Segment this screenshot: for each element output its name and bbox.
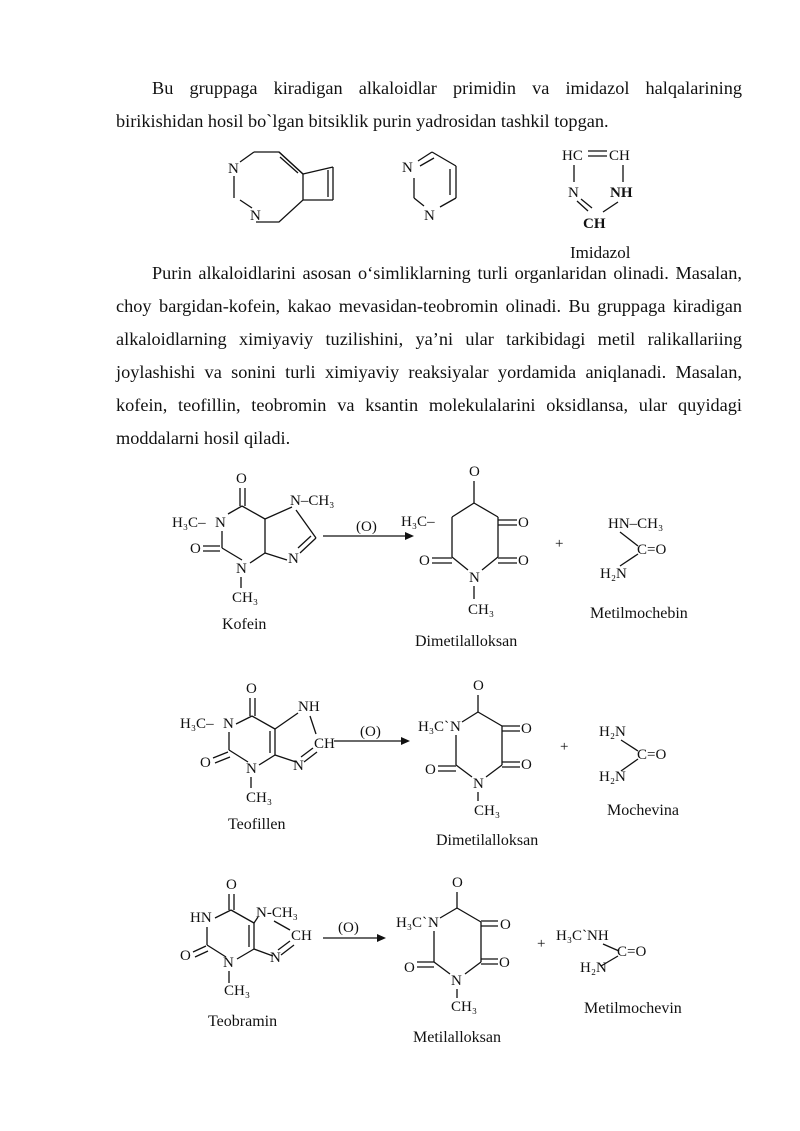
paragraph-purine-alkaloids: Purin alkaloidlarini asosan o‘simliklarning turli organlaridan olinadi. Masalan, choy bargidan-kofein, kakao mevasidan-teobromin olinadi. Bu gruppaga kiradigan alkaloidlarning ximiyaviy tuzilishini, ya’ni ular tarkibidagi metil ralikallariing joylashishi va sonini turli ximiyaviy reaksiyalar yordamida aniqlanadi. Masalan, kofein, teofillin, teobromin va ksantin molekulalarini oksidlansa, ular quyidagi moddalarni hosil qiladi. — [116, 263, 742, 448]
atom-o: O — [521, 757, 532, 773]
product1-name: Dimetilalloksan — [415, 633, 518, 650]
product1-name: Metilalloksan — [413, 1029, 501, 1046]
product2-name: Metilmochevin — [584, 1000, 682, 1017]
atom-h3c: H₃C` — [396, 915, 428, 931]
pyrimidine-ring — [402, 152, 456, 224]
atom-h2n: H₂N — [580, 960, 607, 976]
atom-o: O — [473, 678, 484, 694]
atom-ch3: CH₃ — [224, 983, 251, 999]
atom-o: O — [180, 948, 191, 964]
atom-h3c: H₃C– — [180, 716, 214, 732]
plus-sign: + — [560, 739, 569, 755]
atom-ch: CH — [314, 736, 335, 752]
atom-n: N — [428, 915, 439, 931]
atom-n: N — [473, 776, 484, 792]
atom-o: O — [452, 875, 463, 891]
atom-ch3: CH₃ — [474, 803, 501, 819]
atom-h3c: H₃C– — [401, 514, 435, 530]
reactant-name: Teobramin — [208, 1013, 278, 1030]
atom-h2n: H₂N — [599, 769, 626, 785]
oxidant-label: (O) — [356, 519, 377, 535]
paragraph-intro: Bu gruppaga kiradigan alkaloidlar primidin va imidazol halqalarining birikishidan hosil bo`lgan bitsiklik purin yadrosidan tashkil topgan. — [116, 78, 742, 131]
atom-c-o: C=O — [617, 944, 647, 960]
purine-n3-label: N — [250, 208, 261, 224]
atom-ch3: CH₃ — [468, 602, 495, 618]
reactant-name: Kofein — [222, 616, 267, 633]
atom-o: O — [200, 755, 211, 771]
atom-o: O — [226, 877, 237, 893]
imidazole-ch-label: CH — [609, 148, 630, 164]
reactant-name: Teofillen — [228, 816, 286, 833]
atom-ch3: CH₃ — [232, 590, 259, 606]
atom-o: O — [419, 553, 430, 569]
atom-n: N — [288, 551, 299, 567]
imidazole-hc-label: HC — [562, 148, 583, 164]
oxidant-label: (O) — [360, 724, 381, 740]
imidazole-n-label: N — [568, 185, 579, 201]
imidazole-ch2-label: CH — [583, 216, 606, 232]
atom-n-ch3: N-CH₃ — [256, 905, 298, 921]
atom-n: N — [451, 973, 462, 989]
atom-n: N — [236, 561, 247, 577]
atom-nh: NH — [298, 699, 320, 715]
pyrimidine-n1-label: N — [402, 160, 413, 176]
atom-n: N — [246, 761, 257, 777]
atom-h3c-nh: H₃C`NH — [556, 928, 609, 944]
purine-n1-label: N — [228, 161, 239, 177]
atom-n: N — [223, 955, 234, 971]
atom-o: O — [246, 681, 257, 697]
plus-sign: + — [537, 936, 546, 952]
atom-o: O — [521, 721, 532, 737]
atom-o: O — [518, 515, 529, 531]
reaction-teofillin — [180, 678, 679, 849]
atom-o: O — [425, 762, 436, 778]
atom-n: N — [450, 719, 461, 735]
atom-hn: HN — [190, 910, 212, 926]
atom-ch: CH — [291, 928, 312, 944]
oxidant-label: (O) — [338, 920, 359, 936]
imidazole-name: Imidazol — [570, 243, 631, 262]
atom-n: N — [215, 515, 226, 531]
atom-o: O — [190, 541, 201, 557]
atom-n: N — [293, 758, 304, 774]
reaction-teobromin — [180, 875, 682, 1046]
pyrimidine-n3-label: N — [424, 208, 435, 224]
atom-o: O — [500, 917, 511, 933]
product1-name: Dimetilalloksan — [436, 832, 539, 849]
atom-o: O — [404, 960, 415, 976]
imidazole-ring — [562, 148, 633, 262]
atom-h2n: H₂N — [600, 566, 627, 582]
atom-o: O — [236, 471, 247, 487]
atom-o: O — [518, 553, 529, 569]
atom-n-ch3: N–CH₃ — [290, 493, 335, 509]
atom-n: N — [223, 716, 234, 732]
product2-name: Mochevina — [607, 802, 679, 819]
atom-h3c: H₃C` — [418, 719, 450, 735]
atom-c-o: C=O — [637, 542, 667, 558]
atom-o: O — [499, 955, 510, 971]
atom-n: N — [270, 950, 281, 966]
imidazole-nh-label: NH — [610, 185, 633, 201]
atom-o: O — [469, 464, 480, 480]
atom-h3c: H₃C– — [172, 515, 206, 531]
atom-ch3: CH₃ — [246, 790, 273, 806]
atom-ch3: CH₃ — [451, 999, 478, 1015]
product2-name: Metilmochebin — [590, 605, 688, 622]
purine-skeleton — [228, 152, 333, 224]
atom-c-o: C=O — [637, 747, 667, 763]
atom-hn-ch3: HN–CH₃ — [608, 516, 664, 532]
atom-h2n: H₂N — [599, 724, 626, 740]
atom-n: N — [469, 570, 480, 586]
plus-sign: + — [555, 536, 564, 552]
reaction-kofein — [172, 464, 688, 650]
